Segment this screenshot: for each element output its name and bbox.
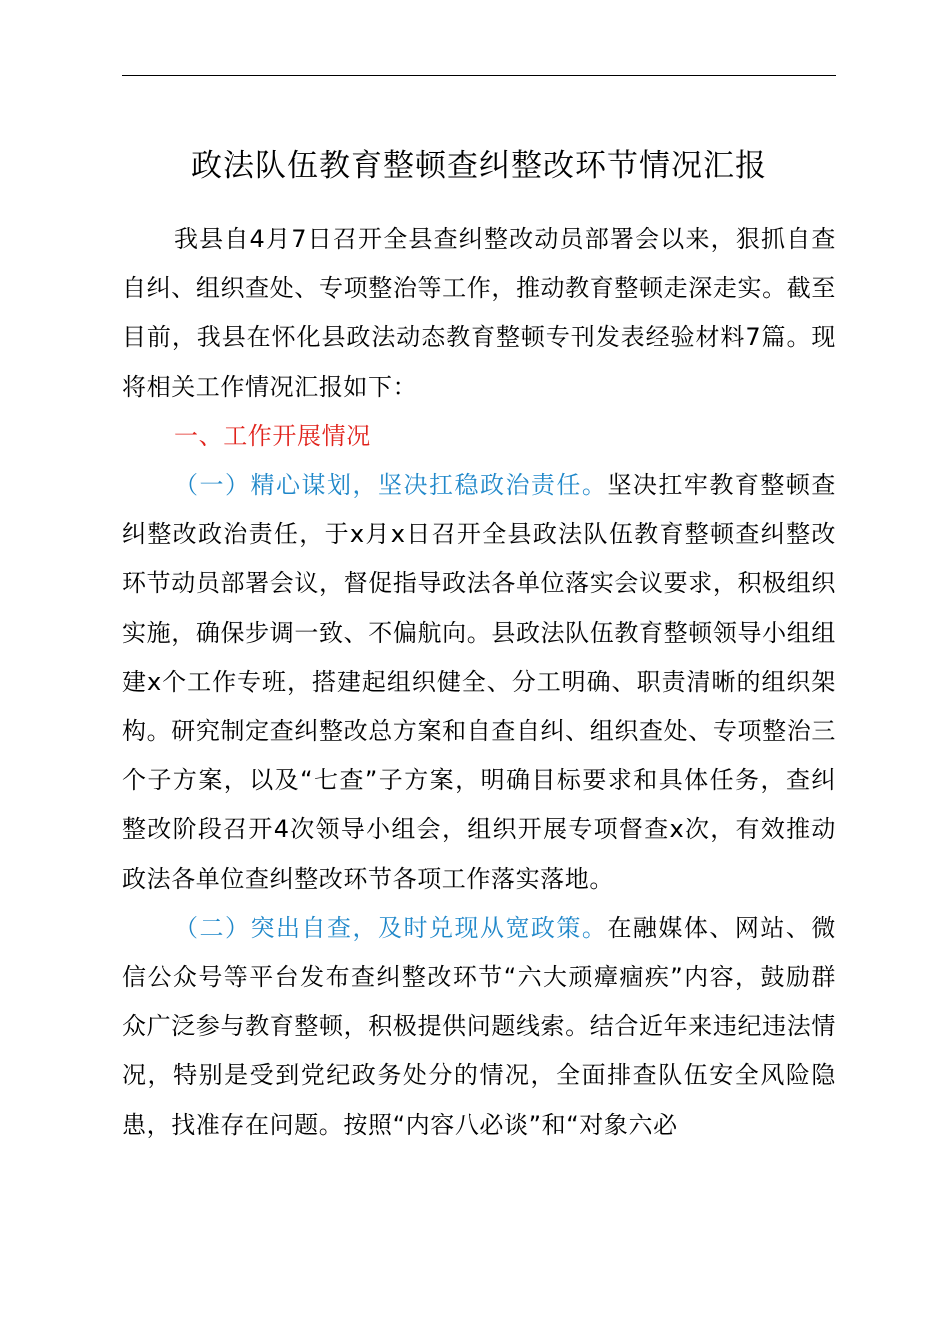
document-title: 政法队伍教育整顿查纠整改环节情况汇报 — [191, 148, 767, 184]
intro-paragraph: 我县自4月7日召开全县查纠整改动员部署会以来，狠抓自查自纠、组织查处、专项整治等工作，推动教育整顿走深走实。截至目前，我县在怀化县政法动态教育整顿专刊发表经验材料7篇。现将相关工作情况汇报如下： — [122, 225, 836, 401]
subsection-2-heading: （二）突出自查，及时兑现从宽政策。 — [174, 913, 608, 942]
section-heading — [122, 412, 836, 461]
subsection-1-body: 坚决扛牢教育整顿查纠整改政治责任，于x月x日召开全县政法队伍教育整顿查纠整改环节动员部署会议，督促指导政法各单位落实会议要求，积极组织实施，确保步调一致、不偏航向。县政法队伍教育整顿领导小组组建x个工作专班，搭建起组织健全、分工明确、职责清晰的组织架构。研究制定查纠整改总方案和自查自纠、组织查处、专项整治三个子方案，以及“七查”子方案，明确目标要求和具体任务，查纠整改阶段召开4次领导小组会，组织开展专项督查x次，有效推动政法各单位查纠整改环节各项工作落实落地。 — [122, 471, 837, 893]
section-1-heading: 一、工作开展情况 — [174, 421, 371, 450]
document-body — [122, 215, 836, 1150]
subsection-1-heading: （一）精心谋划，坚决扛稳政治责任。 — [174, 471, 608, 500]
subsection-2-body: 在融媒体、网站、微信公众号等平台发布查纠整改环节“六大顽瘴痼疾”内容，鼓励群众广泛参与教育整顿，积极提供问题线索。结合近年来违纪违法情况，特别是受到党纪政务处分的情况，全面排查队伍安全风险隐患，找准存在问题。按照“内容八必谈”和“对象六必 — [122, 913, 837, 1139]
subsection-2-paragraph — [122, 904, 836, 1150]
subsection-1-paragraph — [122, 461, 836, 904]
header-rule — [122, 75, 836, 76]
